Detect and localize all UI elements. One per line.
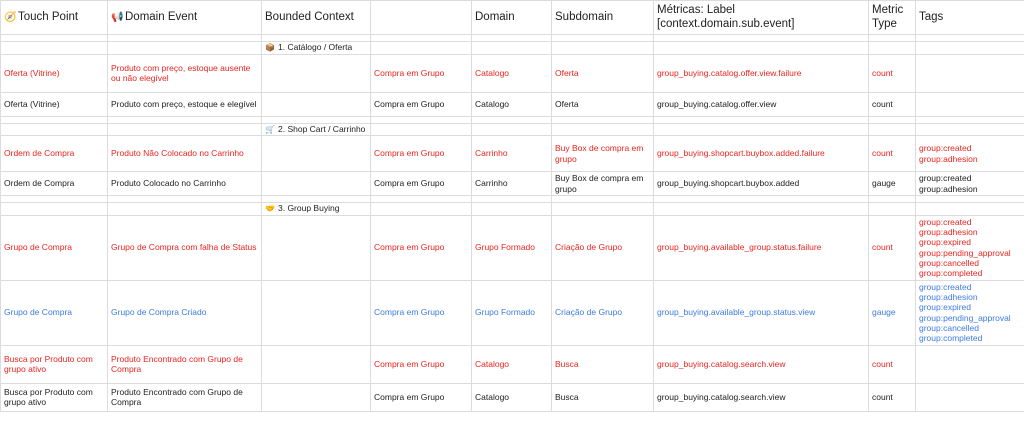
touch-point-cell[interactable]: Ordem de Compra [1, 172, 108, 196]
touch-point-cell[interactable]: Oferta (Vitrine) [1, 92, 108, 116]
empty-cell[interactable] [654, 35, 869, 42]
tag-item: group:adhesion [919, 291, 978, 302]
empty-cell[interactable] [552, 116, 654, 123]
subdomain-cell[interactable]: Busca [552, 383, 654, 411]
empty-cell[interactable] [916, 203, 1024, 216]
bounded-context-cell[interactable]: Compra em Grupo [371, 136, 472, 172]
section-title-cell[interactable] [262, 123, 371, 136]
empty-cell[interactable] [371, 196, 472, 203]
section-header-row [1, 123, 1024, 136]
tag-item: group:adhesion [919, 183, 978, 194]
metric-label-cell[interactable]: group_buying.catalog.search.view [654, 383, 869, 411]
empty-cell[interactable] [654, 116, 869, 123]
table-row [1, 92, 1024, 116]
empty-cell[interactable] [472, 35, 552, 42]
empty-cell[interactable] [371, 35, 472, 42]
table-row [1, 136, 1024, 172]
touch-point-cell[interactable]: Grupo de Compra [1, 280, 108, 345]
domain-cell[interactable]: Carrinho [472, 136, 552, 172]
header-bounded-context[interactable]: Bounded Context [262, 1, 371, 35]
subdomain-cell[interactable]: Buy Box de compra em grupo [552, 136, 654, 172]
tags-cell[interactable] [916, 345, 1024, 383]
empty-cell[interactable] [552, 203, 654, 216]
empty-cell[interactable] [552, 42, 654, 55]
subdomain-cell[interactable]: Criação de Grupo [552, 280, 654, 345]
empty-cell[interactable] [1, 196, 108, 203]
tag-item: group:adhesion [919, 153, 978, 164]
domain-event-cell[interactable]: Produto com preço, estoque ausente ou não elegível [108, 54, 262, 92]
table-row [1, 54, 1024, 92]
section-title: 2. Shop Cart / Carrinho [278, 123, 366, 134]
domain-cell[interactable]: Catalogo [472, 345, 552, 383]
metric-type-cell[interactable]: gauge [869, 172, 916, 196]
tags-cell[interactable] [916, 383, 1024, 411]
metric-label-cell[interactable]: group_buying.available_group.status.view [654, 280, 869, 345]
header-row [1, 1, 1024, 35]
tag-item: group:adhesion [919, 226, 978, 237]
empty-cell[interactable] [654, 123, 869, 136]
domain-cell[interactable]: Grupo Formado [472, 280, 552, 345]
metric-label-cell[interactable]: group_buying.available_group.status.failure [654, 215, 869, 280]
megaphone-icon: 📢 [111, 11, 124, 23]
empty-cell[interactable] [262, 383, 371, 411]
empty-cell[interactable] [552, 196, 654, 203]
empty-cell[interactable] [371, 116, 472, 123]
metric-label-cell[interactable]: group_buying.shopcart.buybox.added [654, 172, 869, 196]
metric-label-cell[interactable]: group_buying.catalog.offer.view [654, 92, 869, 116]
tag-item: group:expired [919, 237, 971, 248]
header-metric-type[interactable]: Metric Type [869, 1, 916, 35]
domain-event-cell[interactable]: Produto Encontrado com Grupo de Compra [108, 345, 262, 383]
empty-cell[interactable] [654, 42, 869, 55]
empty-cell[interactable] [869, 203, 916, 216]
tag-item: group:created [919, 216, 972, 227]
tag-item: group:created [919, 173, 972, 184]
empty-cell[interactable] [869, 196, 916, 203]
empty-cell[interactable] [1, 116, 108, 123]
empty-cell[interactable] [262, 280, 371, 345]
tag-item: group:completed [919, 333, 983, 344]
domain-event-cell[interactable]: Produto Colocado no Carrinho [108, 172, 262, 196]
subdomain-cell[interactable]: Oferta [552, 92, 654, 116]
domain-event-cell[interactable]: Produto Não Colocado no Carrinho [108, 136, 262, 172]
tags-cell[interactable] [916, 172, 1024, 196]
domain-cell[interactable]: Catalogo [472, 54, 552, 92]
bounded-context-cell[interactable]: Compra em Grupo [371, 345, 472, 383]
tag-item: group:completed [919, 268, 983, 279]
spacer-row [1, 35, 1024, 42]
empty-cell[interactable] [1, 123, 108, 136]
handshake-icon: 🤝 [265, 204, 275, 213]
empty-cell[interactable] [869, 42, 916, 55]
metric-type-cell[interactable]: count [869, 345, 916, 383]
metric-type-cell[interactable]: count [869, 136, 916, 172]
domain-cell[interactable]: Grupo Formado [472, 215, 552, 280]
empty-cell[interactable] [916, 35, 1024, 42]
metric-label-cell[interactable]: group_buying.catalog.search.view [654, 345, 869, 383]
empty-cell[interactable] [916, 42, 1024, 55]
domain-cell[interactable]: Carrinho [472, 172, 552, 196]
empty-cell[interactable] [108, 116, 262, 123]
tag-item: group:created [919, 143, 972, 154]
header-empty[interactable] [371, 1, 472, 35]
tag-item: group:pending_approval [919, 247, 1011, 258]
empty-cell[interactable] [1, 42, 108, 55]
tag-item: group:cancelled [919, 257, 980, 268]
touch-point-cell[interactable]: Busca por Produto com grupo ativo [1, 345, 108, 383]
spacer-row [1, 196, 1024, 203]
empty-cell[interactable] [108, 196, 262, 203]
empty-cell[interactable] [108, 42, 262, 55]
empty-cell[interactable] [472, 116, 552, 123]
table-row [1, 215, 1024, 280]
empty-cell[interactable] [262, 172, 371, 196]
header-domain[interactable]: Domain [472, 1, 552, 35]
empty-cell[interactable] [472, 196, 552, 203]
tag-item: group:expired [919, 302, 971, 313]
section-title-cell[interactable] [262, 203, 371, 216]
bounded-context-cell[interactable]: Compra em Grupo [371, 280, 472, 345]
empty-cell[interactable] [262, 345, 371, 383]
domain-event-cell[interactable]: Grupo de Compra Criado [108, 280, 262, 345]
empty-cell[interactable] [371, 42, 472, 55]
empty-cell[interactable] [262, 54, 371, 92]
metric-label-cell[interactable]: group_buying.shopcart.buybox.added.failure [654, 136, 869, 172]
section-title: 3. Group Buying [278, 203, 340, 213]
empty-cell[interactable] [108, 123, 262, 136]
tags-cell[interactable] [916, 54, 1024, 92]
touch-point-cell[interactable]: Oferta (Vitrine) [1, 54, 108, 92]
domain-event-cell[interactable]: Produto Encontrado com Grupo de Compra [108, 383, 262, 411]
subdomain-cell[interactable]: Criação de Grupo [552, 215, 654, 280]
empty-cell[interactable] [654, 196, 869, 203]
tags-cell[interactable] [916, 92, 1024, 116]
empty-cell[interactable] [472, 203, 552, 216]
empty-cell[interactable] [869, 116, 916, 123]
subdomain-cell[interactable]: Oferta [552, 54, 654, 92]
tags-cell[interactable] [916, 136, 1024, 172]
empty-cell[interactable] [108, 35, 262, 42]
section-title: 1. Catálogo / Oferta [278, 42, 353, 52]
empty-cell[interactable] [262, 92, 371, 116]
domain-cell[interactable]: Catalogo [472, 383, 552, 411]
bounded-context-cell[interactable]: Compra em Grupo [371, 172, 472, 196]
metric-label-cell[interactable]: group_buying.catalog.offer.view.failure [654, 54, 869, 92]
spacer-row [1, 116, 1024, 123]
empty-cell[interactable] [869, 35, 916, 42]
empty-cell[interactable] [108, 203, 262, 216]
table-row [1, 172, 1024, 196]
empty-cell[interactable] [552, 123, 654, 136]
empty-cell[interactable] [371, 123, 472, 136]
header-subdomain[interactable]: Subdomain [552, 1, 654, 35]
touch-point-cell[interactable]: Grupo de Compra [1, 215, 108, 280]
bounded-context-cell[interactable]: Compra em Grupo [371, 92, 472, 116]
empty-cell[interactable] [654, 203, 869, 216]
tag-item: group:created [919, 281, 972, 292]
metric-type-cell[interactable]: count [869, 54, 916, 92]
empty-cell[interactable] [262, 136, 371, 172]
table-row [1, 383, 1024, 411]
header-metric-label[interactable]: Métricas: Label [context.domain.sub.event] [654, 1, 869, 35]
empty-cell[interactable] [371, 203, 472, 216]
table-row [1, 345, 1024, 383]
header-tags[interactable]: Tags [916, 1, 1024, 35]
header-touch-point[interactable]: 🧭 Touch Point [1, 1, 108, 35]
empty-cell[interactable] [1, 35, 108, 42]
domain-event-cell[interactable]: Grupo de Compra com falha de Status [108, 215, 262, 280]
empty-cell[interactable] [262, 35, 371, 42]
subdomain-cell[interactable]: Busca [552, 345, 654, 383]
empty-cell[interactable] [262, 116, 371, 123]
empty-cell[interactable] [262, 215, 371, 280]
bounded-context-cell[interactable]: Compra em Grupo [371, 383, 472, 411]
tags-cell[interactable] [916, 215, 1024, 280]
metric-type-cell[interactable]: count [869, 215, 916, 280]
empty-cell[interactable] [262, 196, 371, 203]
empty-cell[interactable] [916, 116, 1024, 123]
tags-cell[interactable] [916, 280, 1024, 345]
empty-cell[interactable] [916, 196, 1024, 203]
compass-icon: 🧭 [4, 11, 17, 23]
metric-type-cell[interactable]: count [869, 92, 916, 116]
empty-cell[interactable] [472, 42, 552, 55]
empty-cell[interactable] [552, 35, 654, 42]
empty-cell[interactable] [916, 123, 1024, 136]
domain-cell[interactable]: Catalogo [472, 92, 552, 116]
bounded-context-cell[interactable]: Compra em Grupo [371, 215, 472, 280]
subdomain-cell[interactable]: Buy Box de compra em grupo [552, 172, 654, 196]
header-domain-event[interactable]: 📢 Domain Event [108, 1, 262, 35]
touch-point-cell[interactable]: Ordem de Compra [1, 136, 108, 172]
touch-point-cell[interactable]: Busca por Produto com grupo ativo [1, 383, 108, 411]
empty-cell[interactable] [472, 123, 552, 136]
tag-item: group:cancelled [919, 322, 980, 333]
section-header-row [1, 203, 1024, 216]
metric-type-cell[interactable]: gauge [869, 280, 916, 345]
section-header-row [1, 42, 1024, 55]
package-icon: 📦 [265, 43, 275, 52]
table-row [1, 280, 1024, 345]
cart-icon: 🛒 [265, 124, 275, 134]
bounded-context-cell[interactable]: Compra em Grupo [371, 54, 472, 92]
domain-event-cell[interactable]: Produto com preço, estoque e elegível [108, 92, 262, 116]
section-title-cell[interactable] [262, 42, 371, 55]
tag-item: group:pending_approval [919, 312, 1011, 323]
metric-type-cell[interactable]: count [869, 383, 916, 411]
empty-cell[interactable] [1, 203, 108, 216]
empty-cell[interactable] [869, 123, 916, 136]
